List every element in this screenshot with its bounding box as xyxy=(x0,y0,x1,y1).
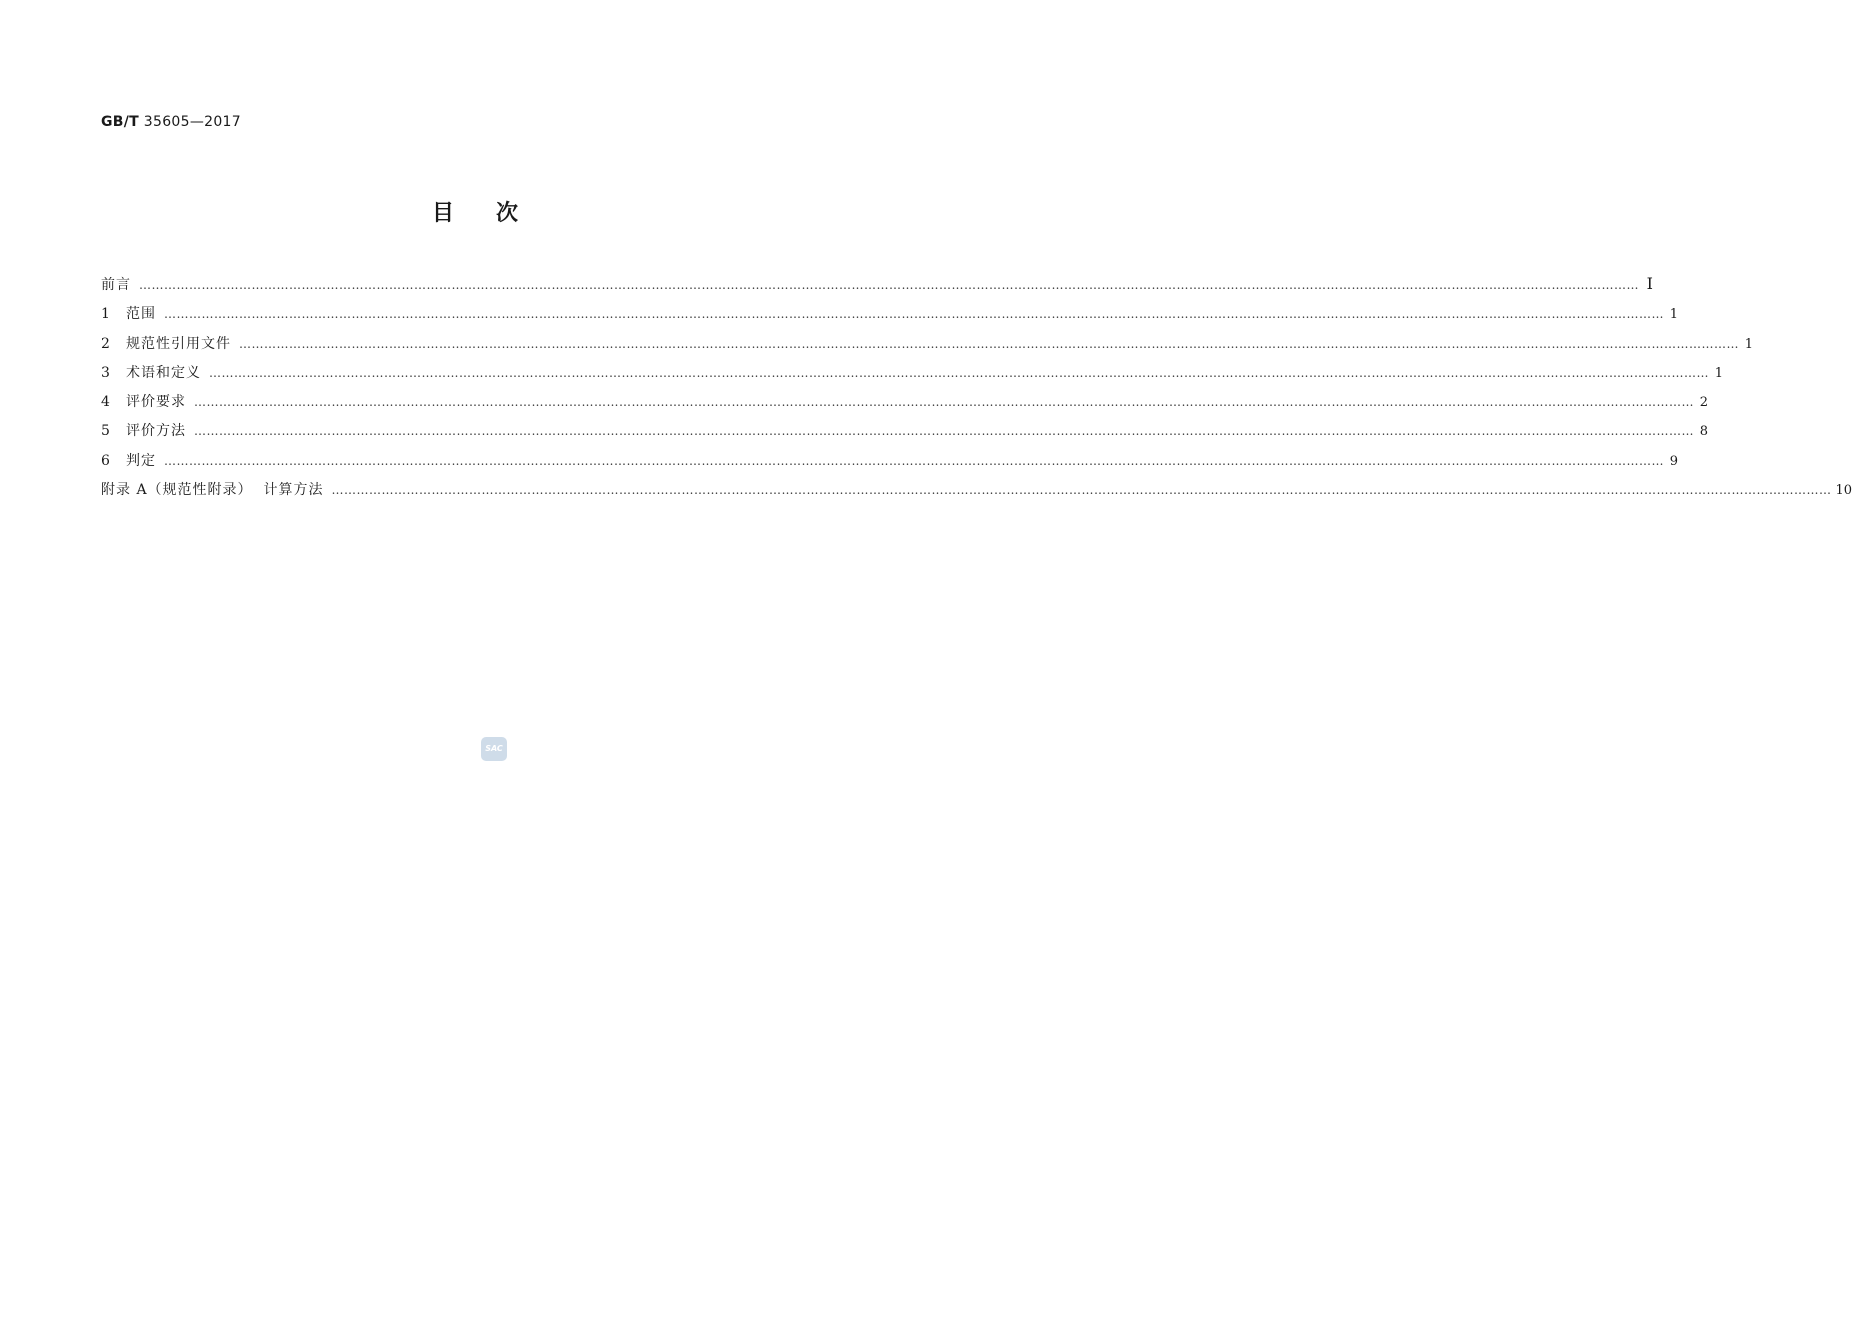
toc-entry-label: 范围 xyxy=(126,306,156,323)
toc-entry-page: 1 xyxy=(1714,365,1723,381)
standard-code xyxy=(101,114,241,130)
toc-leader-dots: ……………………………………………………………………………………………………………………………………………………………………………………………………………………………………………………………………………………………………………………………… xyxy=(139,278,1639,292)
toc-entry-number: 2 xyxy=(101,335,110,352)
sac-watermark-logo: SAC xyxy=(481,737,507,761)
toc-entry-scope[interactable] xyxy=(101,303,1678,332)
toc-entry-number: 4 xyxy=(101,394,110,411)
toc-entry-page: 9 xyxy=(1669,453,1678,469)
toc-leader-dots: ……………………………………………………………………………………………………………………………………………………………………………………………………………………………………………………………………………………………………………………………… xyxy=(194,424,1694,439)
toc-entry-page: 1 xyxy=(1669,307,1678,323)
toc-leader-dots: ……………………………………………………………………………………………………………………………………………………………………………………………………………………………………………………………………………………………………………………………… xyxy=(164,453,1664,468)
toc-entry-page: 10 xyxy=(1835,483,1852,499)
toc-entry-evaluation-methods[interactable] xyxy=(101,420,1708,449)
toc-entry-label: 前言 xyxy=(101,277,131,293)
toc-entry-label: 评价方法 xyxy=(126,423,186,440)
toc-title-char-1: 目 xyxy=(431,201,454,226)
toc-entry-number: 6 xyxy=(101,452,110,469)
toc-leader-dots: ……………………………………………………………………………………………………………………………………………………………………………………………………………………………………………………………………………………………………………………………… xyxy=(164,307,1664,322)
toc-leader-dots: ……………………………………………………………………………………………………………………………………………………………………………………………………………………………………………………………………………………………………………………………… xyxy=(209,365,1709,380)
toc-entry-number: 5 xyxy=(101,423,110,440)
toc-entry-number: 1 xyxy=(101,306,110,323)
toc-entry-terms-definitions[interactable] xyxy=(101,362,1723,391)
toc-entry-judgement[interactable] xyxy=(101,450,1678,479)
toc-leader-dots: ……………………………………………………………………………………………………………………………………………………………………………………………………………………………………………………………………………………………………………………………… xyxy=(194,395,1694,410)
toc-entry-page: I xyxy=(1646,274,1653,293)
toc-entry-label: 判定 xyxy=(126,452,156,469)
toc-entry-foreword[interactable] xyxy=(101,274,1653,303)
toc-entry-page: 2 xyxy=(1699,395,1708,411)
standard-prefix: GB/T xyxy=(101,114,140,130)
toc-entry-page: 8 xyxy=(1699,424,1708,440)
toc-title-char-2: 次 xyxy=(496,201,519,226)
toc-entry-normative-references[interactable] xyxy=(101,333,1753,362)
standard-number: 35605—2017 xyxy=(143,114,241,130)
toc-leader-dots: ……………………………………………………………………………………………………………………………………………………………………………………………………………………………………………………………………………………………………………………………… xyxy=(239,336,1739,351)
toc-entry-number: 3 xyxy=(101,364,110,381)
toc-entry-label: 术语和定义 xyxy=(126,364,201,381)
toc-entry-appendix-a[interactable] xyxy=(101,479,1852,508)
table-of-contents xyxy=(101,274,1852,508)
toc-entry-label: 附录 A（规范性附录） 计算方法 xyxy=(101,482,324,499)
toc-entry-page: 1 xyxy=(1744,336,1753,352)
toc-title xyxy=(0,196,950,227)
toc-entry-label: 规范性引用文件 xyxy=(126,335,231,352)
toc-leader-dots: ……………………………………………………………………………………………………………………………………………………………………………………………………………………………………………………………………………………………………………………………… xyxy=(331,483,1832,498)
toc-entry-label: 评价要求 xyxy=(126,394,186,411)
toc-entry-evaluation-requirements[interactable] xyxy=(101,391,1708,420)
